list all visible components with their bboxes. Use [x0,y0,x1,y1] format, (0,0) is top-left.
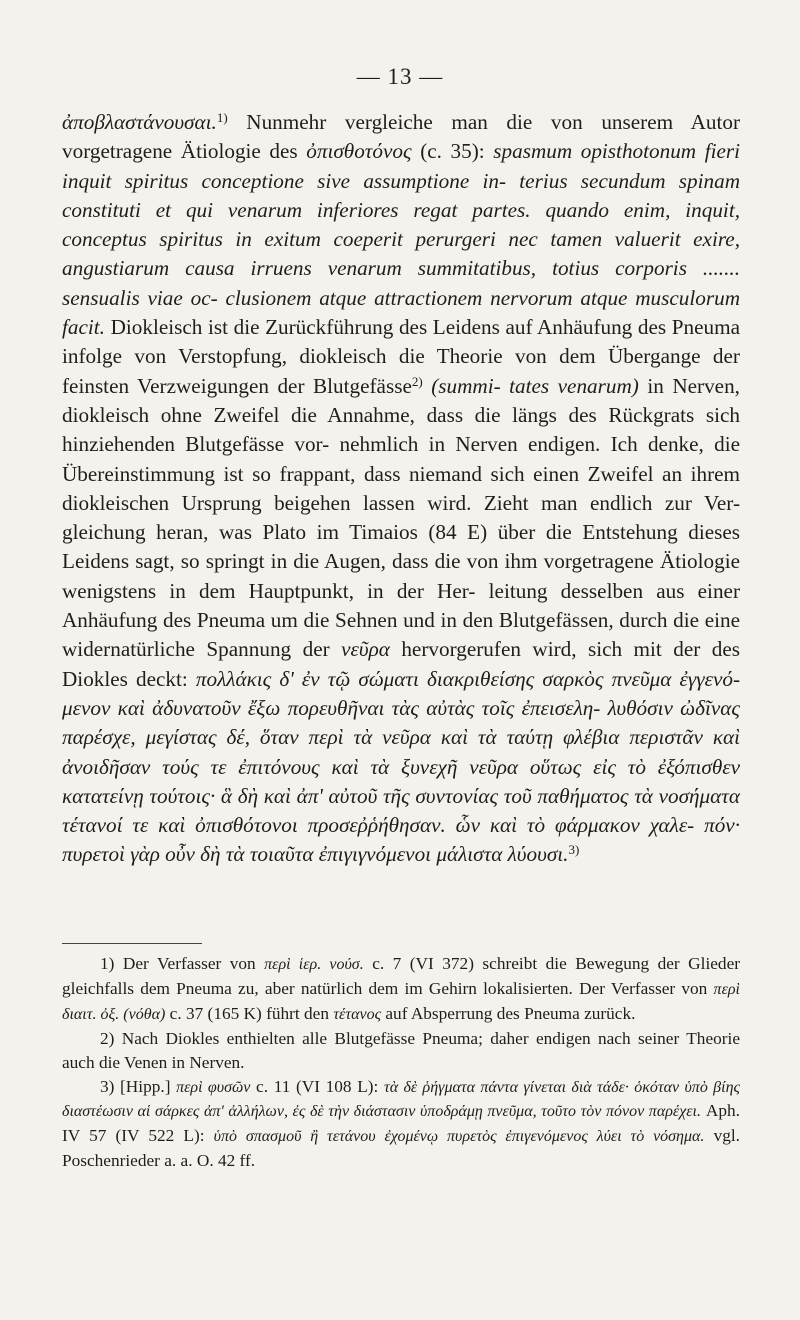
footnote-ref-2[interactable]: 2) [411,373,423,389]
latin-quote: terius secundum spinam constituti et qui venarum inferiores regat [62,168,740,222]
text-line: gleichung heran, was Plato im Timaios (84 E) über die Entstehung [62,520,678,545]
text-line: der [302,637,342,662]
latin-quote: tates venarum) [509,373,639,398]
greek-quote: ταύτῃ φλέβια περιστᾶν καὶ ἀνοιδῆσαν τούς τε ἐπιτόνους καὶ τὰ [62,725,741,779]
greek-text: περὶ φυσῶν [176,1078,251,1096]
greek-text: ὀπισθοτόνος [306,139,412,164]
latin-quote: spasmum [493,139,573,164]
text-line: vorgetragene Ätiologie wenigstens in dem Hauptpunkt, in der Her- [62,549,740,603]
latin-quote: clusionem atque attractionem nervorum atque musculorum facit. [62,285,741,340]
footnote-text: auf Absperrung des Pneuma zurück. [381,1003,636,1023]
greek-text: τὰ δὲ ῥήγματα πάντα γίνεται διὰ τάδε· ὁκόταν ὑπὸ βίης διαστέωσιν αἱ σάρκες ἀπ' ἀλλήλων, ἐς δὲ τὴν διάστασιν ὑποδράμῃ πνεῦμα, τοῦτο τὸν πόνον παρέχει. [62,1078,741,1121]
greek-quote: λυθόσιν ὠδῖνας παρέσχε, μεγίστας δέ, ὅταν περὶ τὰ νεῦρα καὶ τὰ [62,695,740,750]
text-line: leitung desselben aus einer Anhäufung des Pneuma um die Sehnen [62,578,740,633]
greek-quote: πόν· πυρετοὶ γὰρ οὖν δὴ τὰ τοιαῦτα ἐπιγιγνόμενοι μάλιστα λύουσι. [62,813,741,867]
text-line: Ursprung beigehen lassen wird. Zieht man endlich zur Ver- [181,490,740,515]
text-line: Nunmehr vergleiche man die von unserem [227,110,674,134]
text-line: Autor vorgetragene Ätiologie des [62,110,740,164]
latin-quote: (summi- [422,373,501,398]
latin-quote: venarum summitatibus, totius corporis ....... sensualis viae oc- [62,256,740,310]
latin-quote: partes. quando enim, inquit, conceptus spiritus in exitum coeperit [62,197,741,252]
text-line: in Nerven, diokleisch ohne Zweifel die Annahme, [62,373,740,427]
paragraph [62,108,740,870]
greek-quote: πολλάκις δ' ἐν τῷ σώματι διακριθείσης σαρκὸς πνεῦμα ἐγγενό- [195,666,740,691]
footnote-text: 3) [Hipp.] [100,1076,177,1096]
latin-quote: opisthotonum fieri inquit spiritus conceptione sive assumptione in- [62,139,740,193]
greek-text: περὶ ἱερ. νούσ. [264,956,364,973]
greek-text: ἀποβλαστάνουσαι. [62,110,217,134]
text-line: Pneuma infolge von Verstopfung, diokleisch die Theorie von dem [62,315,741,369]
greek-text: νεῦρα [341,637,390,662]
text-line: dass die längs des Rückgrats sich hinziehenden Blutgefässe vor- [62,402,740,457]
footnotes [62,952,740,1173]
footnote-2: 2) Nach Diokles enthielten alle Blutgefässe Pneuma; daher endigen nach seiner Theorie auch die Venen in Nerven. [62,1028,740,1072]
footnote-1 [62,952,740,1027]
greek-text: περὶ διαιτ. ὀξ. (νόθα) [62,980,740,1023]
text-line: dieses Leidens sagt, so springt in die Augen, dass die von ihm [62,520,741,574]
text-line: nehmlich in Nerven endigen. Ich denke, die Übereinstimmung ist [62,432,740,486]
greek-text: ὑπὸ σπασμοῦ ἢ τετάνου ἐχομένῳ πυρετὸς ἐπιγενόμενος λύει τὸ νόσημα. [213,1128,705,1146]
main-text [62,108,740,870]
footnote-text: Aph. IV 57 (IV 522 L): [62,1101,740,1146]
text-line: (c. 35): [411,139,494,164]
page-number: — 13 — [356,64,444,89]
text-line: Übergange der feinsten Verzweigungen der Blutgefässe [62,344,740,398]
greek-quote: μενον καὶ ἀδυνατοῦν ἔξω πορευθῆναι τὰς αὐτὰς τοῖς ἐπεισελη- [62,695,601,720]
text-line: hervorgerufen wird, sich mit der des Diokles deckt: [62,637,740,691]
text-line: und in den Blutgefässen, durch die eine widernatürliche Spannung [62,608,740,662]
footnote-ref-1[interactable]: 1) [216,110,228,125]
latin-quote: perurgeri nec tamen valuerit exire, angustiarum causa irruens [62,227,740,281]
footnote-ref-3[interactable]: 3) [568,842,580,858]
text-line: so frappant, dass niemand sich einen Zweifel an ihrem diokleischen [62,461,741,515]
greek-quote: καὶ ἀπ' αὐτοῦ τῆς συντονίας τοῦ παθήματος τὰ νοσήματα τέτανοί [62,783,740,838]
footnote-text: c. 11 (VI 108 L): [250,1076,384,1096]
footnote-3 [62,1075,740,1174]
text-line: Diokleisch ist die Zurückführung des Leidens auf Anhäufung des [110,315,667,340]
footnote-text: c. 37 (165 K) führt den [165,1003,334,1023]
greek-quote: τε καὶ ὀπισθότονοι προσεῤῥήθησαν. ὧν καὶ τὸ φάρμακον χαλε- [132,813,695,838]
footnote-divider [62,943,202,944]
greek-text: τέτανος [333,1005,382,1023]
footnote-text: vgl. Poschenrieder a. a. O. 42 ff. [62,1126,740,1171]
footnote-text: 1) Der Verfasser von [100,954,265,973]
footnote-text: c. 7 (VI 372) schreibt die Bewegung der Glieder gleichfalls dem Pneuma zu, aber natürlich dem im Gehirn lokalisierten. Der Verfasser von [62,954,740,998]
greek-quote: ξυνεχῆ νεῦρα οὕτως εἰς τὸ ἐξόπισθεν κατατείνῃ τούτοις· ἃ δὴ [62,754,741,808]
